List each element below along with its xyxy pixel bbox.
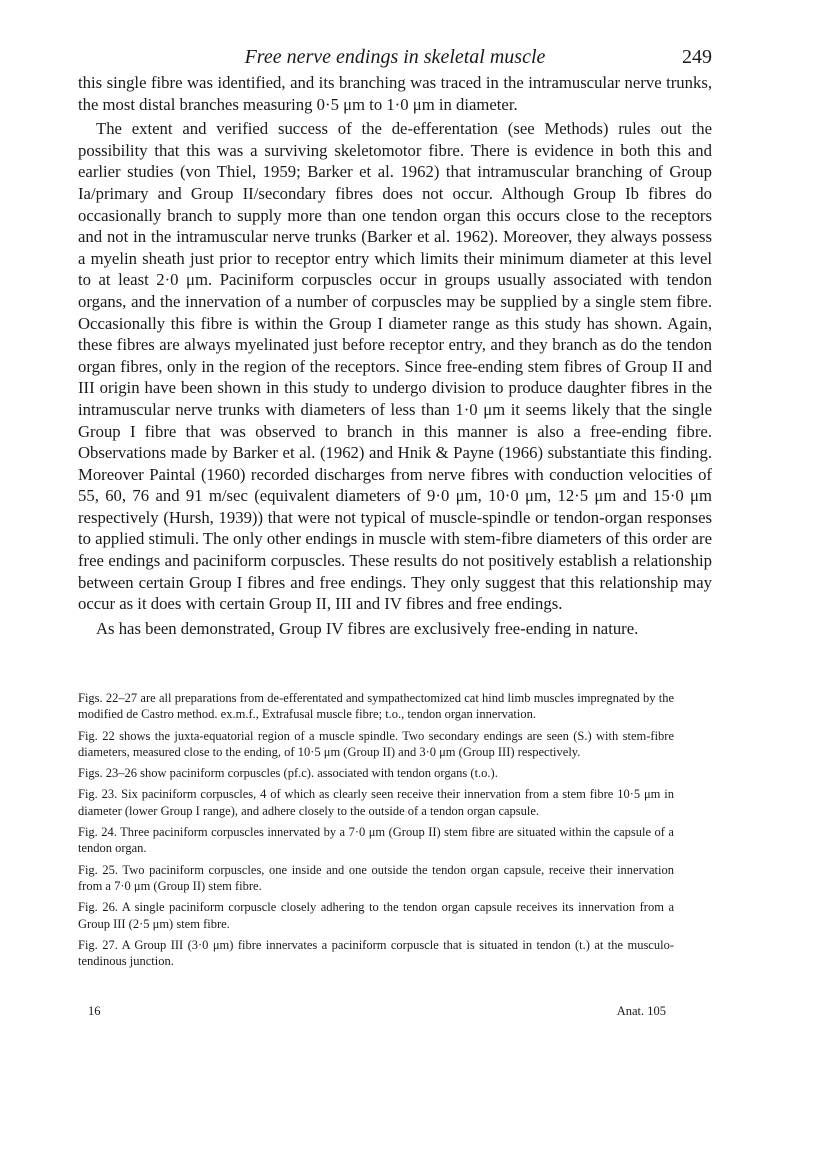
- body-paragraph: The extent and verified success of the de-efferentation (see Methods) rules out the possibility that this was a surviving skeletomotor fibre. There is evidence in both this and earlier studies (von Thiel, 1959; Barker et al. 1962) that intramuscular branching of Group Ia/primary and Group II/secondary fibres does not occur. Although Group Ib fibres do occasionally branch to supply more than one tendon organ this occurs close to the receptors and not in the intramuscular nerve trunks (Barker et al. 1962). Moreover, they always possess a myelin sheath just prior to receptor entry which limits their minimum diameter at this level to at least 2·0 μm. Paciniform corpuscles occur in groups usually associated with tendon organs, and the innervation of a number of corpuscles may be supplied by a single stem fibre. Occasionally this fibre is within the Group I diameter range as this study has shown. Again, these fibres are always myelinated just before receptor entry, and they branch as do the tendon organ fibres, only in the region of the receptors. Since free-ending stem fibres of Group II and III origin have been shown in this study to undergo division to produce daughter fibres in the intramuscular nerve trunks with diameters of less than 1·0 μm it seems likely that the single Group I fibre that was observed to branch in this manner is also a free-ending fibre. Observations made by Barker et al. (1962) and Hnik & Payne (1966) substantiate this finding. Moreover Paintal (1960) recorded discharges from nerve fibres with conduction velocities of 55, 60, 76 and 91 m/sec (equivalent diameters of 9·0 μm, 10·0 μm, 12·5 μm and 15·0 μm respectively (Hursh, 1939)) that were not typical of muscle-spindle or tendon-organ responses to applied stimuli. The only other endings in muscle with stem-fibre diameters of this order are free endings and paciniform corpuscles. These results do not positively establish a relationship between certain Group I fibres and free endings. They only suggest that this relationship may occur as it does with certain Group II, III and IV fibres and free endings.: [78, 119, 712, 614]
- page-footer: [78, 1004, 674, 1024]
- running-title: Free nerve endings in skeletal muscle: [244, 46, 546, 68]
- figure-caption: Figs. 23–26 show paciniform corpuscles (pf.c). associated with tendon organs (t.o.).: [78, 766, 498, 781]
- running-header: [78, 44, 712, 70]
- figure-captions: [78, 690, 674, 974]
- figure-caption: Fig. 25. Two paciniform corpuscles, one inside and one outside the tendon organ capsule, receive their innervation from a 7·0 μm (Group II) stem fibre.: [78, 862, 674, 893]
- body-paragraph: this single fibre was identified, and its branching was traced in the intramuscular nerve trunks, the most distal branches measuring 0·5 μm to 1·0 μm in diameter.: [78, 73, 712, 114]
- figure-caption: Fig. 24. Three paciniform corpuscles innervated by a 7·0 μm (Group II) stem fibre are situated within the capsule of a tendon organ.: [78, 825, 674, 856]
- body-text: [78, 72, 712, 639]
- figure-caption: Fig. 26. A single paciniform corpuscle closely adhering to the tendon organ capsule receives its innervation from a Group III (2·5 μm) stem fibre.: [78, 900, 674, 931]
- figure-caption: Figs. 22–27 are all preparations from de-efferentated and sympathectomized cat hind limb muscles impregnated by the modified de Castro method. ex.m.f., Extrafusal muscle fibre; t.o., tendon organ innervation.: [78, 691, 674, 722]
- figure-caption: Fig. 23. Six paciniform corpuscles, 4 of which as clearly seen receive their innervation from a stem fibre 10·5 μm in diameter (lower Group I range), and adhere closely to the outside of a tendon organ capsule.: [78, 787, 674, 818]
- signature-mark: 16: [88, 1004, 101, 1018]
- page-number: 249: [682, 46, 712, 68]
- figure-caption: Fig. 27. A Group III (3·0 μm) fibre innervates a paciniform corpuscle that is situated in tendon (t.) at the musculo-tendinous junction.: [78, 937, 674, 969]
- journal-mark: Anat. 105: [616, 1004, 666, 1018]
- figure-caption: Fig. 22 shows the juxta-equatorial region of a muscle spindle. Two secondary endings are seen (S.) with stem-fibre diameters, measured close to the ending, of 10·5 μm (Group II) and 3·0 μm (Group III) respectively.: [78, 728, 674, 759]
- body-paragraph: As has been demonstrated, Group IV fibres are exclusively free-ending in nature.: [96, 618, 639, 638]
